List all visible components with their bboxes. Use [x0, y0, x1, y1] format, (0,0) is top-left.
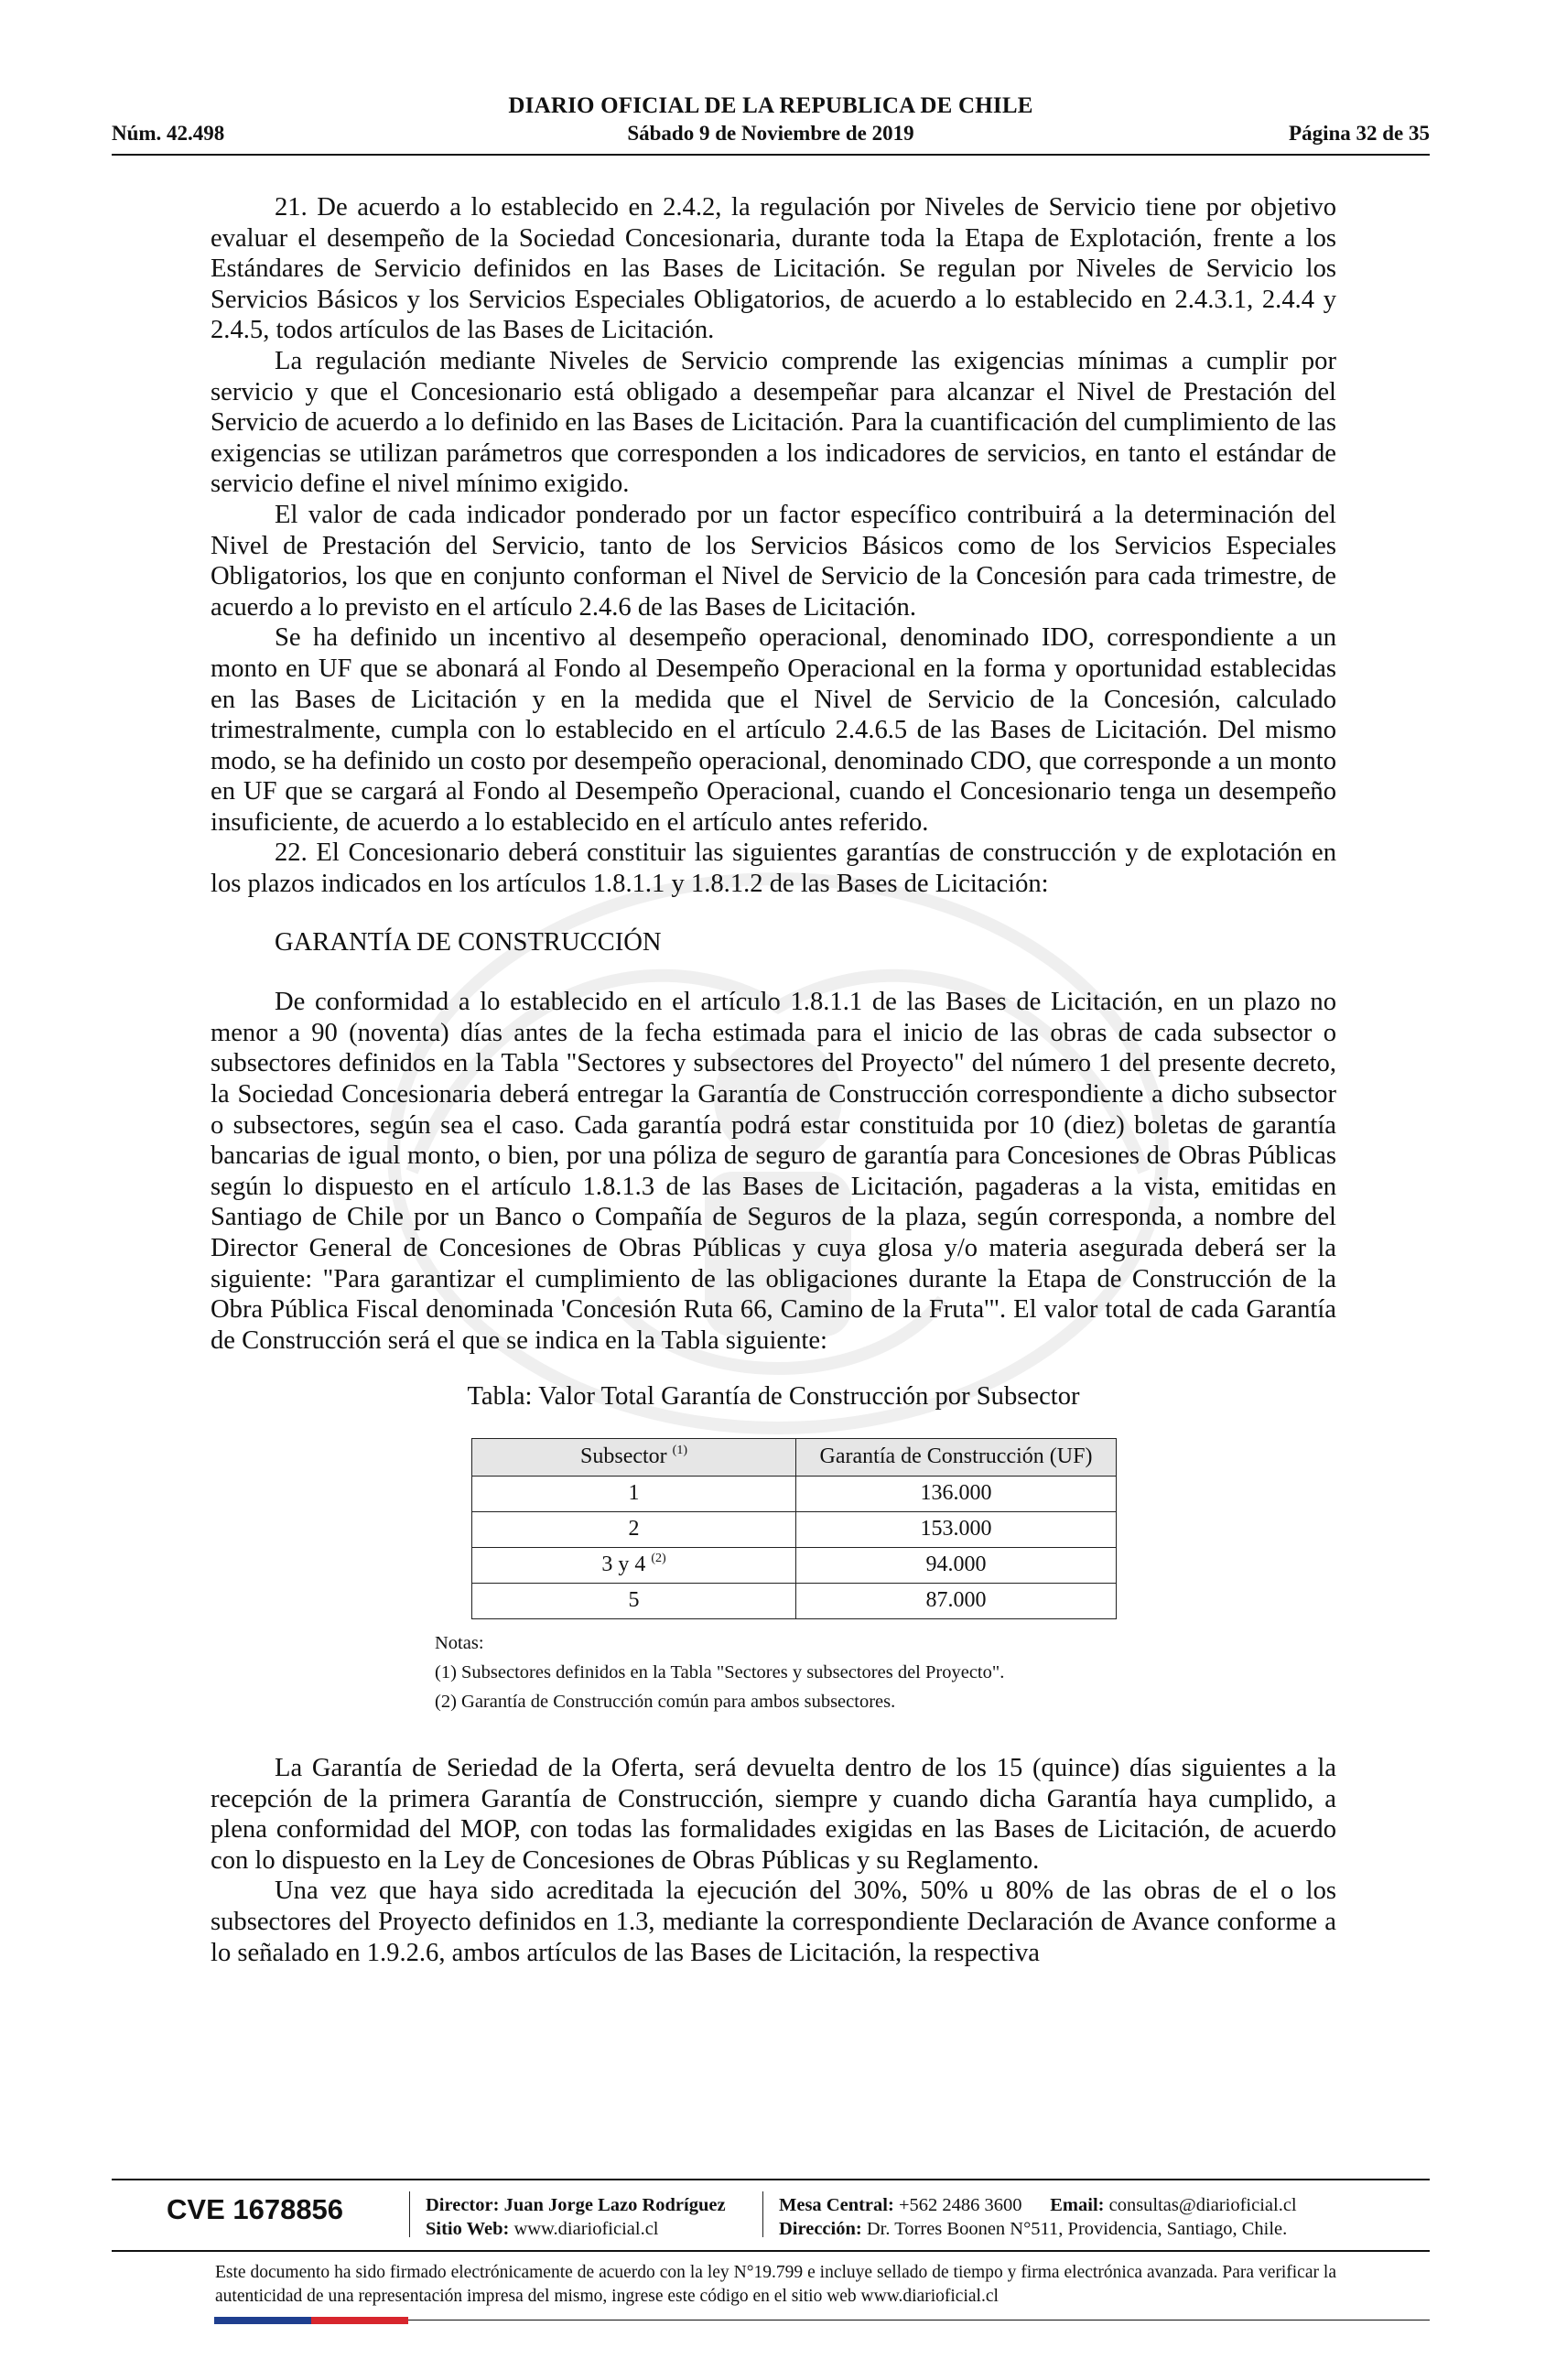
footer-divider	[409, 2191, 410, 2237]
director-name: Juan Jorge Lazo Rodríguez	[503, 2195, 726, 2215]
table-header-row	[472, 1438, 1117, 1476]
footer-divider	[762, 2191, 763, 2237]
note-item: (2) Garantía de Construcción común para ambos subsectores.	[435, 1691, 896, 1712]
signature-disclaimer: Este documento ha sido firmado electrónicamente de acuerdo con la ley N°19.799 e incluye sellado de tiempo y firma electrónica avanzada. Para verificar la autenticidad de una representación impresa del mismo, ingrese este código en el sitio web www.diarioficial.cl	[215, 2263, 1336, 2306]
document-body	[211, 192, 1336, 1968]
table-cell-value: 87.000	[796, 1583, 1117, 1618]
footer-middle-rule	[112, 2250, 1430, 2252]
paragraph: De conformidad a lo establecido en el artículo 1.8.1.1 de las Bases de Licitación, en un plazo no menor a 90 (noventa) días antes de la fecha estimada para el inicio de las obras de cada subsector o subsectores definidos en la Tabla "Sectores y subsectores del Proyecto" del número 1 del presente decreto, la Sociedad Concesionaria deberá entregar la Garantía de Construcción correspondiente a dicho subsector o subsectores, según sea el caso. Cada garantía podrá estar constituida por 10 (diez) boletas de garantía bancarias de igual monto, o bien, por una póliza de seguro de garantía para Concesiones de Obras Públicas según lo dispuesto en el artículo 1.8.1.3 de las Bases de Licitación, pagaderas a la vista, emitidas en Santiago de Chile por un Banco o Compañía de Seguros de la plaza, según corresponda, a nombre del Director General de Concesiones de Obras Públicas y cuya glosa y/o materia asegurada deberá ser la siguiente: "Para garantizar el cumplimiento de las obligaciones durante la Etapa de Construcción de la Obra Pública Fiscal denominada 'Concesión Ruta 66, Camino de la Fruta'". El valor total de cada Garantía de Construcción será el que se indica en la Tabla siguiente:	[211, 988, 1336, 1355]
issue-date: Sábado 9 de Noviembre de 2019	[627, 122, 914, 145]
notes-label: Notas:	[435, 1632, 484, 1653]
table-cell-subsector: 2	[472, 1511, 796, 1547]
phone-number: +562 2486 3600	[898, 2195, 1022, 2215]
column-header-subsector: Subsector $^{(1)}$	[472, 1438, 796, 1476]
table-cell-subsector: 3 y 4 $^{(2)}$	[472, 1547, 796, 1583]
flag-blue-segment	[214, 2317, 311, 2324]
table-cell-value: 153.000	[796, 1511, 1117, 1547]
paragraph: Se ha definido un incentivo al desempeño operacional, denominado IDO, correspondiente a un monto en UF que se abonará al Fondo al Desempeño Operacional en la forma y oportunidad establecidas en las Bases de Licitación y en la medida que el Nivel de Servicio de la Concesión, calculado trimestralmente, cumpla con lo establecido en el artículo 2.4.6.5 de las Bases de Licitación. Del mismo modo, se ha definido un costo por desempeño operacional, denominado CDO, que corresponde a un monto en UF que se cargará al Fondo al Desempeño Operacional, cuando el Concesionario tenga un desempeño insuficiente, de acuerdo a lo establecido en el artículo antes referido.	[211, 623, 1336, 837]
table-cell-subsector: 1	[472, 1476, 796, 1511]
section-heading: GARANTÍA DE CONSTRUCCIÓN	[275, 927, 662, 957]
flag-red-segment	[311, 2317, 408, 2324]
table-notes	[435, 1628, 1336, 1716]
page-header	[112, 92, 1430, 159]
paragraph: 22. El Concesionario deberá constituir las siguientes garantías de construcción y de explotación en los plazos indicados en los artículos 1.8.1.1 y 1.8.1.2 de las Bases de Licitación:	[211, 838, 1336, 899]
table-row	[472, 1476, 1117, 1511]
footer-director-block: Director: Juan Jorge Lazo Rodríguez Sitio Web: www.diarioficial.cl	[426, 2195, 726, 2239]
issue-number: Núm. 42.498	[112, 122, 225, 145]
footer-contact-block: Mesa Central: +562 2486 3600 Email: consultas@diarioficial.cl Dirección: Dr. Torres Boonen N°511, Providencia, Santiago, Chile.	[779, 2195, 1297, 2239]
table-row	[472, 1583, 1117, 1618]
paragraph: La Garantía de Seriedad de la Oferta, será devuelta dentro de los 15 (quince) días siguientes a la recepción de la primera Garantía de Construcción, siempre y cuando dicha Garantía haya cumplido, a plena conformidad del MOP, con todas las formalidades exigidas en las Bases de Licitación, de acuerdo con lo dispuesto en la Ley de Concesiones de Obras Públicas y su Reglamento.	[211, 1753, 1336, 1875]
paragraph: 21. De acuerdo a lo establecido en 2.4.2, la regulación por Niveles de Servicio tiene por objetivo evaluar el desempeño de la Sociedad Concesionaria, durante toda la Etapa de Explotación, frente a los Estándares de Servicio definidos en las Bases de Licitación. Se regulan por Niveles de Servicio los Servicios Básicos y los Servicios Especiales Obligatorios, de acuerdo a lo establecido en 2.4.3.1, 2.4.4 y 2.4.5, todos artículos de las Bases de Licitación.	[211, 193, 1336, 345]
newspaper-title: DIARIO OFICIAL DE LA REPUBLICA DE CHILE	[508, 93, 1033, 118]
table-title: Tabla: Valor Total Garantía de Construcción por Subsector	[467, 1382, 1080, 1412]
paragraph: Una vez que haya sido acreditada la ejecución del 30%, 50% u 80% de las obras de el o los subsectores del Proyecto definidos en 1.3, mediante la correspondiente Declaración de Avance conforme a lo señalado en 1.9.2.6, ambos artículos de las Bases de Licitación, la respectiva	[211, 1877, 1336, 1967]
site-link[interactable]: www.diarioficial.cl	[513, 2219, 659, 2239]
column-header-value: Garantía de Construcción (UF)	[796, 1438, 1117, 1476]
note-item: (1) Subsectores definidos en la Tabla "Sectores y subsectores del Proyecto".	[435, 1661, 1005, 1682]
paragraph: El valor de cada indicador ponderado por un factor específico contribuirá a la determinación del Nivel de Prestación del Servicio, tanto de los Servicios Básicos como de los Servicios Especiales Obligatorios, los que en conjunto conforman el Nivel de Servicio de la Concesión para cada trimestre, de acuerdo a lo previsto en el artículo 2.4.6 de las Bases de Licitación.	[211, 500, 1336, 622]
page-number: Página 32 de 35	[1289, 122, 1430, 145]
cve-code: CVE 1678856	[167, 2193, 344, 2225]
footnote-marker: (1)	[672, 1444, 687, 1458]
guarantee-table	[471, 1438, 1117, 1619]
header-rule	[112, 154, 1430, 156]
table-cell-value: 136.000	[796, 1476, 1117, 1511]
closing-section	[211, 1753, 1336, 1968]
footnote-marker: (2)	[651, 1552, 666, 1566]
address: Dr. Torres Boonen N°511, Providencia, Santiago, Chile.	[866, 2219, 1288, 2239]
table-row	[472, 1511, 1117, 1547]
flag-color-bar	[214, 2317, 408, 2324]
paragraph: La regulación mediante Niveles de Servicio comprende las exigencias mínimas a cumplir por servicio y que el Concesionario está obligado a desempeñar para alcanzar el Nivel de Prestación del Servicio de acuerdo a lo definido en las Bases de Licitación. Para la cuantificación del cumplimiento de las exigencias se utilizan parámetros que corresponden a los indicadores de servicios, en tanto el estándar de servicio define el nivel mínimo exigido.	[211, 346, 1336, 499]
footer-top-rule	[112, 2179, 1430, 2180]
email-link[interactable]: consultas@diarioficial.cl	[1108, 2195, 1297, 2215]
table-cell-subsector: 5	[472, 1583, 796, 1618]
table-row	[472, 1547, 1117, 1583]
table-cell-value: 94.000	[796, 1547, 1117, 1583]
